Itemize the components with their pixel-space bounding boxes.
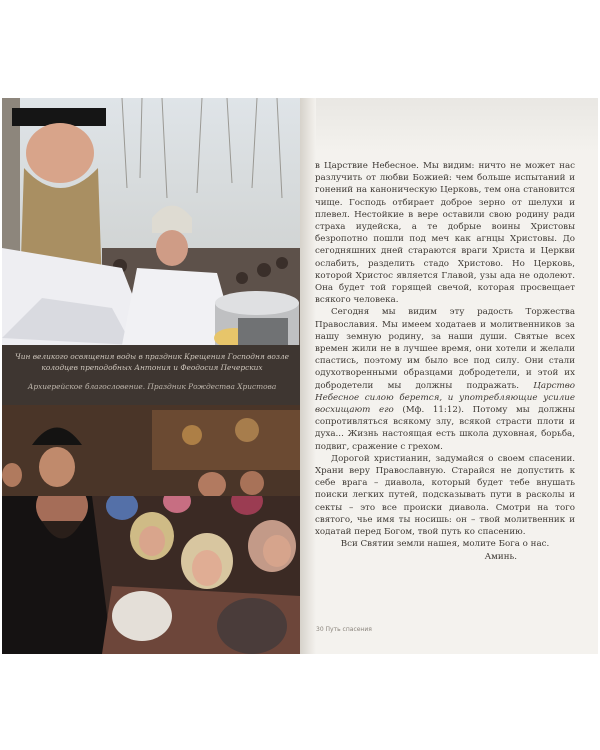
photo-nativity-blessing: [2, 496, 300, 654]
right-page: [300, 98, 598, 654]
book-spine-shadow: [300, 98, 316, 654]
caption-strip: [2, 345, 300, 496]
scripture-quote: Царство Небесное силою берется, и употребляющие усилие восхищают его: [315, 380, 575, 416]
caption-nativity-blessing: Архиерейское благословение. Праздник Рождества Христова: [27, 382, 277, 391]
paragraph-3: Дорогой христианин, задумайся о своем спасении. Храни веру Православную. Старайся не допустить к себе врага – диавола, который будет тебе внушать поиски легких путей, подсказывать пути в расколы и секты – это все происки диавола. Смотри на того святого, чье имя ты носишь: он – твой молитвенник и ходатай перед Богом, твой путь ко спасению.: [315, 453, 575, 538]
paragraph-2-start: Сегодня мы видим эту радость Торжества Православия. Мы имеем ходатаев и молитвенников за нашу земную родину, за наши души. Святые всех времен жили не в лучшее время, они хотели и желали спастись, поэтому им было все под силу. Они стали одухотворенными образцами добродетели, и этой их добродетели мы должны подражать.: [315, 307, 575, 391]
caption-water-blessing: Чин великого освящения воды в праздник Крещения Господня возле колодцев преподобных Антония и Феодосия Печерских: [15, 352, 289, 372]
closing-prayer: Вси Святии земли нашея, молите Бога о нас.: [340, 539, 550, 550]
paragraph-2: [315, 306, 575, 452]
paragraph-1: в Царствие Небесное. Мы видим: ничто не может нас разлучить от любви Божией: чем больше испытаний и гонений на каноническую Церковь, тем она становится чище. Господь отбирает доброе зерно от шелухи и плевел. Нестойкие в вере оставили свою родину ради страха иудейска, а те добрые воины Христовы безропотно пошли под меч как агнцы Христовы. До сегодняшних дней стараются враги Христа и Церкви ослабить, разделить стадо Христово. Но Церковь, которой Христос является Главой, узы ада не одолеют. Она будет той горящей свечой, которая просвещает всякого человека.: [315, 161, 575, 306]
page-footer: 30 Путь спасения: [316, 626, 372, 633]
paragraph-2-end: Потому мы должны сопротивляться всякому злу, всякой страсти плоти и духа... Жизнь настоящая есть школа духовная, борьба, подвиг, сражение с грехом.: [315, 405, 576, 452]
amen-line: Аминь.: [484, 551, 517, 562]
sermon-text: [315, 160, 575, 563]
photo-blessing-of-water: [2, 98, 300, 345]
left-page: [2, 98, 300, 654]
photo-church-interior-top: [2, 405, 300, 496]
page-header-band: [300, 98, 598, 153]
scripture-reference: (Мф. 11:12).: [402, 405, 465, 416]
